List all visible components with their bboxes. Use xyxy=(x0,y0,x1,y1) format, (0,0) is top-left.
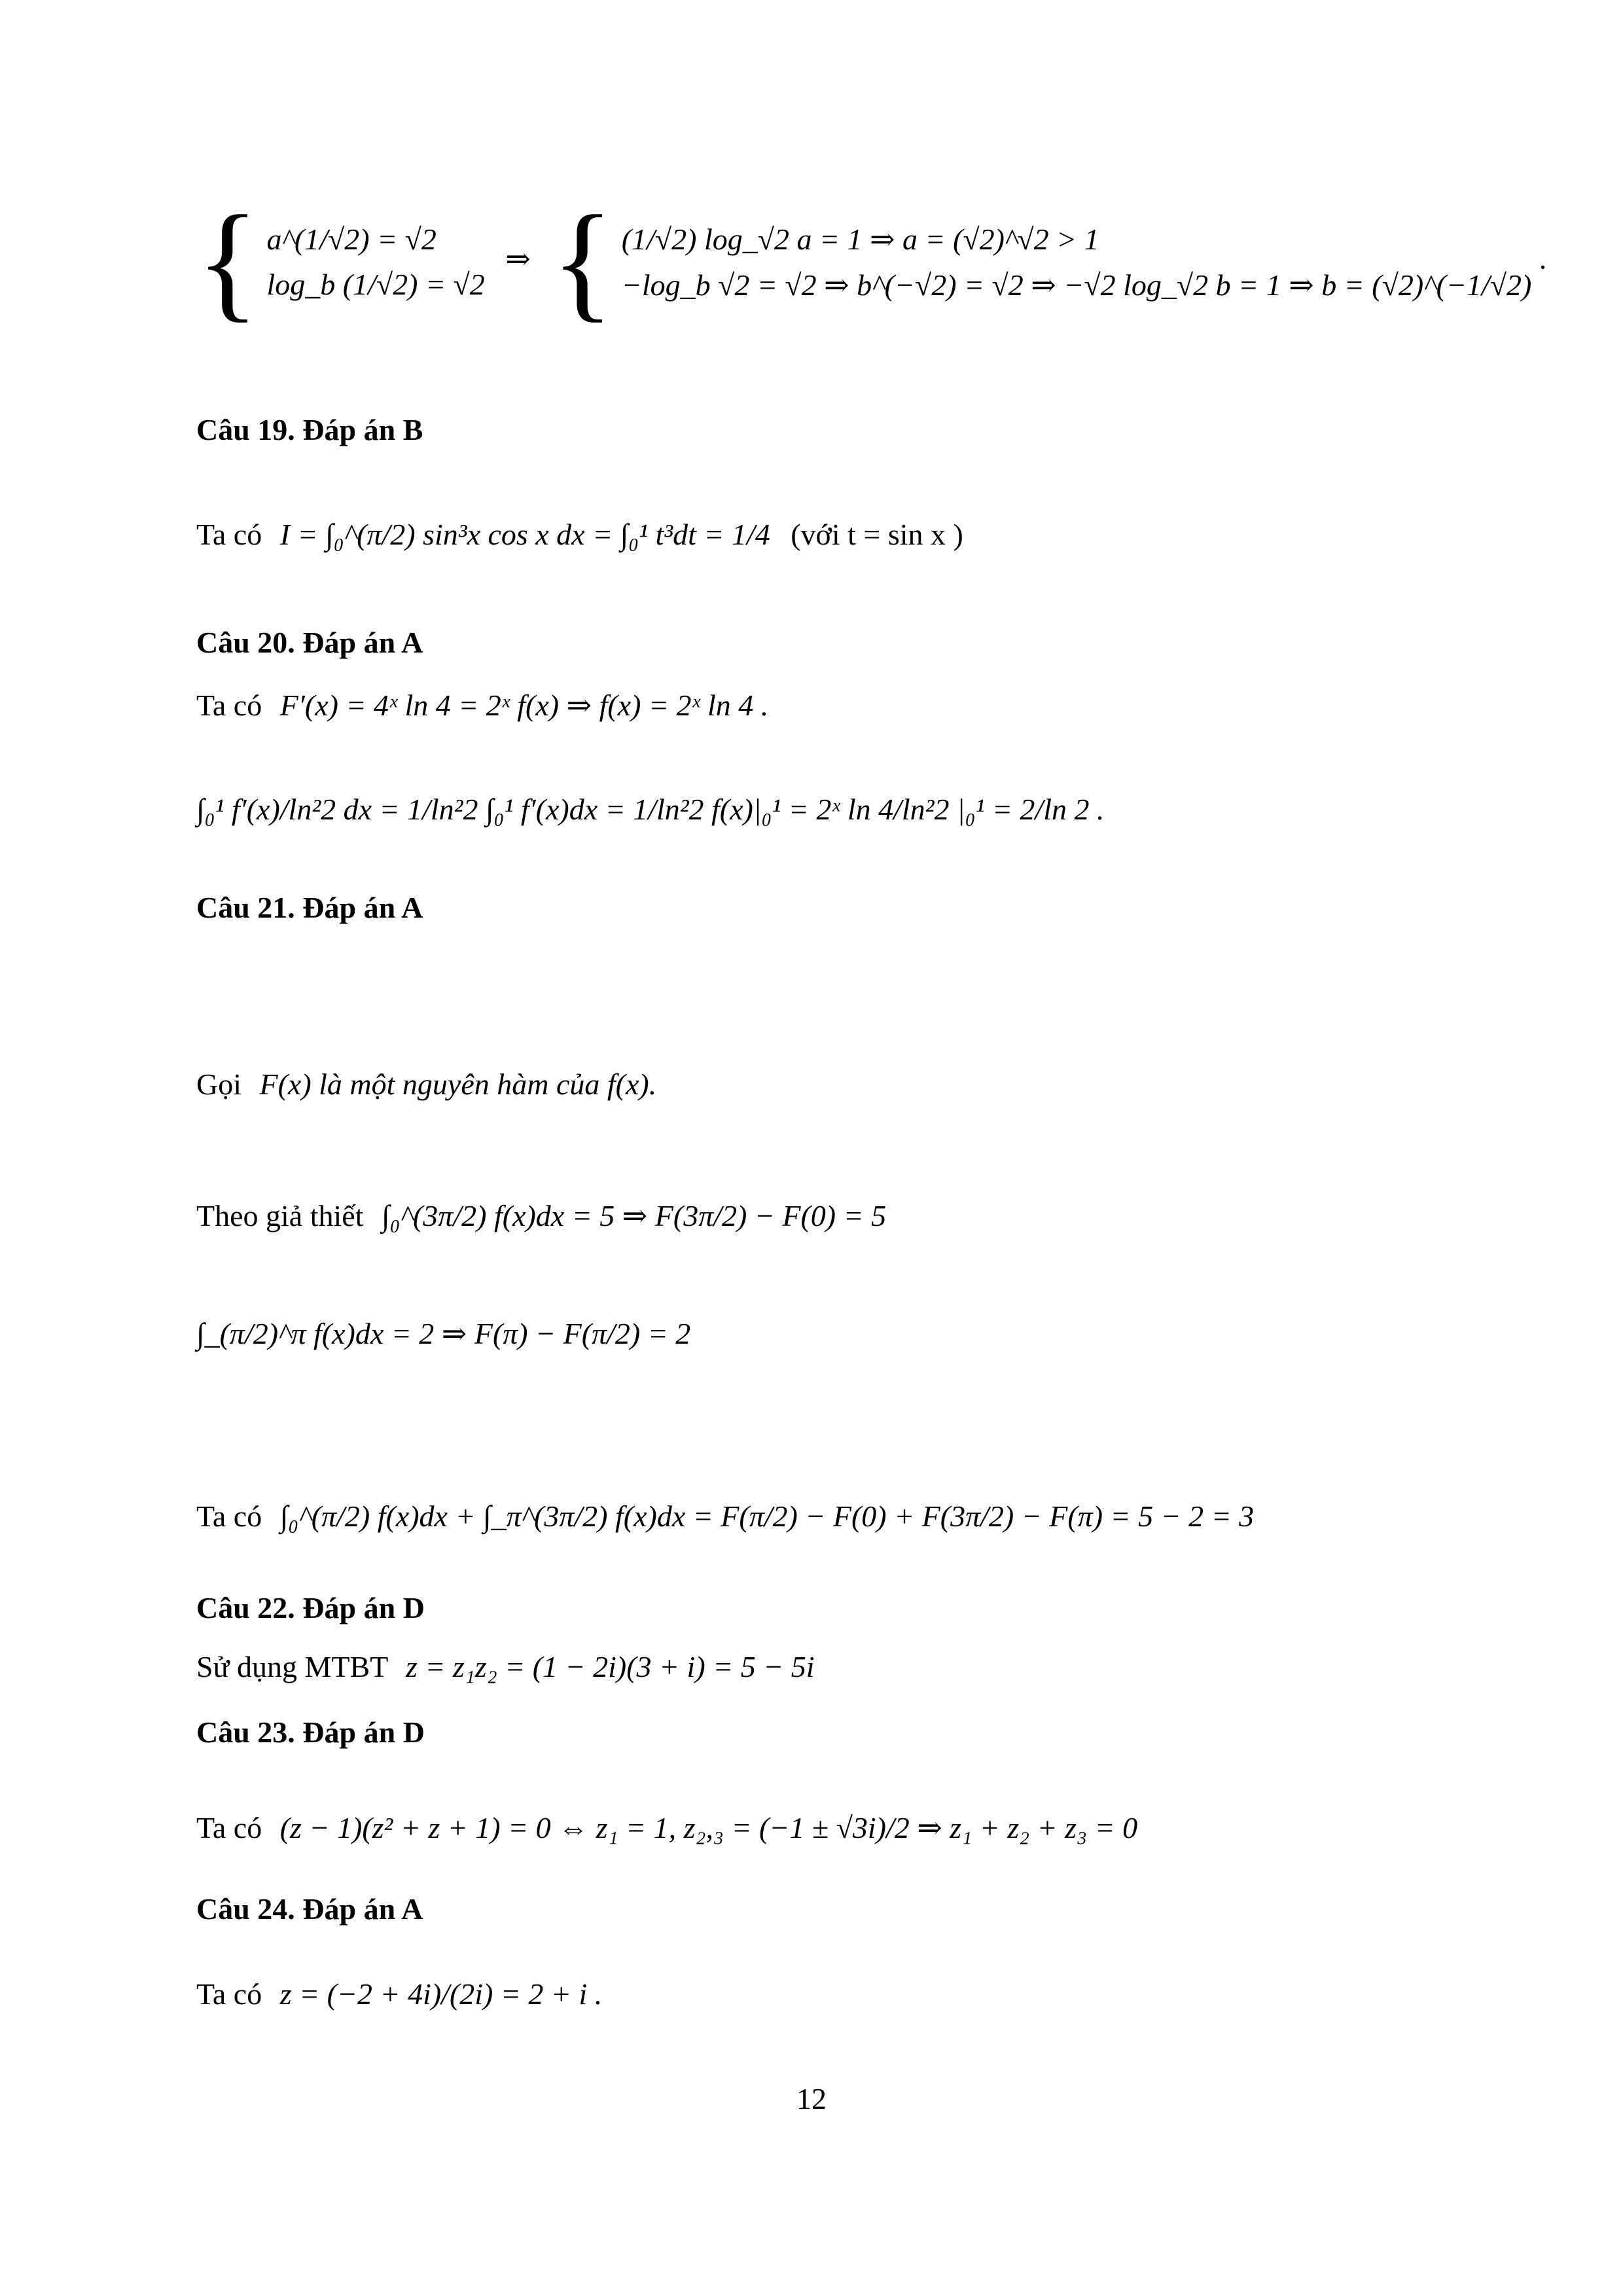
q21-line4-row xyxy=(196,1499,1254,1534)
q23-formula: (z − 1)(z² + z + 1) = 0 ⇔ z₁ = 1, z₂,₃ = (−1 ± √3i)/2 ⇒ z₁ + z₂ + z₃ = 0 xyxy=(279,1811,1138,1844)
q20-line1-row xyxy=(196,687,768,723)
q24-prefix: Ta có xyxy=(196,1977,262,2011)
q22-prefix: Sử dụng MTBT xyxy=(196,1650,388,1683)
q20-heading: Câu 20. Đáp án A xyxy=(196,626,423,659)
system-right-line2: −log_b √2 = √2 ⇒ b^(−√2) = √2 ⇒ −√2 log_√2 b = 1 ⇒ b = (√2)^(−1/√2) xyxy=(621,268,1532,302)
q20-prefix: Ta có xyxy=(196,689,262,722)
q23-line xyxy=(196,1810,1137,1845)
q19-formula: I = ∫₀^(π/2) sin³x cos x dx = ∫₀¹ t³dt = 1/4 xyxy=(279,518,770,551)
q21-line1-prefix: Gọi xyxy=(196,1067,241,1101)
right-system xyxy=(622,216,1532,308)
system-left-line2: log_b (1/√2) = √2 xyxy=(266,268,485,301)
q19-line xyxy=(196,517,963,552)
q23-heading: Câu 23. Đáp án D xyxy=(196,1715,425,1749)
left-system xyxy=(267,217,485,307)
q24-formula: z = (−2 + 4i)/(2i) = 2 + i . xyxy=(279,1977,603,2011)
q24-heading: Câu 24. Đáp án A xyxy=(196,1892,423,1926)
q21-line1-row xyxy=(196,1067,656,1102)
q22-heading: Câu 22. Đáp án D xyxy=(196,1591,425,1624)
q21-line2-prefix: Theo giả thiết xyxy=(196,1199,364,1232)
system-end-mark: . xyxy=(1539,242,1547,276)
q21-line3-formula: ∫_(π/2)^π f(x)dx = 2 ⇒ F(π) − F(π/2) = 2 xyxy=(196,1317,691,1350)
q23-prefix: Ta có xyxy=(196,1811,262,1844)
q22-formula: z = z₁z₂ = (1 − 2i)(3 + i) = 5 − 5i xyxy=(405,1650,815,1683)
q19-prefix: Ta có xyxy=(196,518,262,551)
right-brace: { xyxy=(551,189,615,334)
q21-heading: Câu 21. Đáp án A xyxy=(196,891,423,924)
q21-line3-row xyxy=(196,1316,690,1351)
system-right-line1: (1/√2) log_√2 a = 1 ⇒ a = (√2)^√2 > 1 xyxy=(621,223,1099,256)
page-number: 12 xyxy=(796,2082,827,2115)
q20-line1: F′(x) = 4ˣ ln 4 = 2ˣ f(x) ⇒ f(x) = 2ˣ ln 4 . xyxy=(279,689,769,722)
system-left-line1: a^(1/√2) = √2 xyxy=(266,223,437,256)
q20-line2-row xyxy=(196,792,1104,827)
q22-line xyxy=(196,1649,815,1684)
q20-line2: ∫₀¹ f′(x)/ln²2 dx = 1/ln²2 ∫₀¹ f′(x)dx = 1/ln²2 f(x)|₀¹ = 2ˣ ln 4/ln²2 |₀¹ = 2/ln 2 . xyxy=(196,793,1105,826)
q19-heading: Câu 19. Đáp án B xyxy=(196,413,423,446)
q19-note: (với t = sin x ) xyxy=(791,518,963,551)
q21-line2-row xyxy=(196,1198,886,1233)
system-block xyxy=(196,189,1547,334)
q24-line xyxy=(196,1977,602,2011)
q21-line4-formula: ∫₀^(π/2) f(x)dx + ∫_π^(3π/2) f(x)dx = F(π/2) − F(0) + F(3π/2) − F(π) = 5 − 2 = 3 xyxy=(279,1499,1255,1533)
q21-line4-prefix: Ta có xyxy=(196,1499,262,1533)
q21-line2-formula: ∫₀^(3π/2) f(x)dx = 5 ⇒ F(3π/2) − F(0) = 5 xyxy=(381,1199,887,1232)
q21-line1-text: F(x) là một nguyên hàm của f(x). xyxy=(259,1067,657,1101)
implies-symbol: ⇒ xyxy=(505,242,531,276)
left-brace: { xyxy=(196,189,259,334)
